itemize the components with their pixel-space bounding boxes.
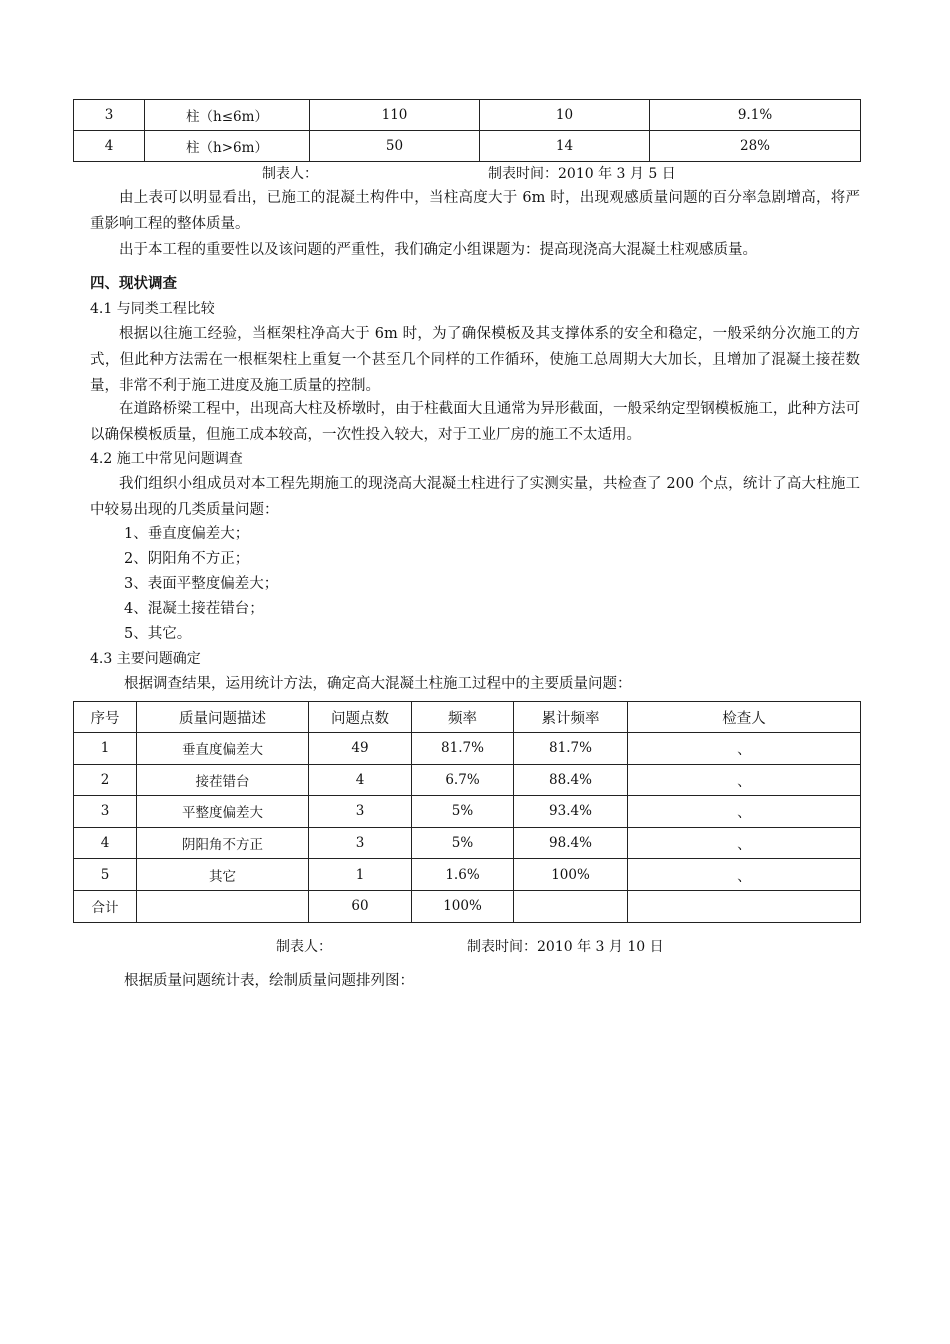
table2-cell: 、 [628, 859, 861, 891]
table2-cell [514, 890, 628, 922]
table2-cell: 1.6% [412, 859, 514, 891]
table2-cell: 垂直度偏差大 [137, 733, 309, 765]
table2-cell: 6.7% [412, 764, 514, 796]
table1-cell: 110 [310, 100, 480, 131]
table2-cell: 60 [309, 890, 412, 922]
table2-cell: 100% [412, 890, 514, 922]
table2-cell: 81.7% [514, 733, 628, 765]
table2-header-cell: 累计频率 [514, 702, 628, 733]
table2-cell: 合计 [74, 890, 137, 922]
table2-cell: 3 [74, 796, 137, 828]
table2-header-cell: 问题点数 [309, 702, 412, 733]
table1-date-label: 制表时间：2010 年 3 月 5 日 [488, 166, 676, 182]
table2-header-row [74, 702, 861, 733]
table2-maker-label: 制表人： [276, 939, 332, 955]
subsection-4-2-paragraph: 我们组织小组成员对本工程先期施工的现浇高大混凝土柱进行了实测实量，共检查了 200 个点，统计了高大柱施工中较易出现的几类质量问题： [90, 476, 860, 518]
table2-cell: 3 [309, 827, 412, 859]
table1-cell: 10 [480, 100, 650, 131]
table1-row [74, 100, 861, 131]
table2-cell: 、 [628, 827, 861, 859]
height-stats-table [73, 99, 861, 162]
table2-row [74, 859, 861, 891]
table2-header-cell: 质量问题描述 [137, 702, 309, 733]
table2-row [74, 796, 861, 828]
table2-row [74, 890, 861, 922]
list-item: 3、表面平整度偏差大； [124, 576, 279, 592]
table2-header-cell: 序号 [74, 702, 137, 733]
table2-cell [137, 890, 309, 922]
table1-cell: 3 [74, 100, 145, 131]
subsection-4-2-title: 4.2 施工中常见问题调查 [90, 451, 243, 467]
list-item: 1、垂直度偏差大； [124, 526, 250, 542]
table2-cell: 81.7% [412, 733, 514, 765]
table2-cell: 平整度偏差大 [137, 796, 309, 828]
table2-cell: 阴阳角不方正 [137, 827, 309, 859]
table2-cell: 4 [74, 827, 137, 859]
list-item: 5、其它。 [124, 626, 192, 642]
table2-cell: 4 [309, 764, 412, 796]
analysis-paragraph: 由上表可以明显看出，已施工的混凝土构件中，当柱高度大于 6m 时，出现观感质量问题的百分率急剧增高，将严重影响工程的整体质量。 [90, 190, 860, 232]
table2-cell: 5 [74, 859, 137, 891]
table2-date-label: 制表时间：2010 年 3 月 10 日 [467, 939, 664, 955]
table2-cell: 98.4% [514, 827, 628, 859]
table2-row [74, 764, 861, 796]
closing-paragraph: 根据质量问题统计表，绘制质量问题排列图： [124, 973, 414, 989]
table2-row [74, 733, 861, 765]
subsection-4-3-paragraph: 根据调查结果，运用统计方法，确定高大混凝土柱施工过程中的主要质量问题： [124, 676, 632, 692]
table2-cell: 93.4% [514, 796, 628, 828]
table2-cell: 1 [74, 733, 137, 765]
table2-header-cell: 检查人 [628, 702, 861, 733]
section-title: 四、现状调查 [90, 276, 177, 292]
table2-cell: 、 [628, 764, 861, 796]
table1-cell: 14 [480, 131, 650, 162]
table1-cell: 28% [650, 131, 861, 162]
table1-cell: 柱（h≤6m） [145, 100, 310, 131]
table2-cell: 88.4% [514, 764, 628, 796]
quality-problem-table [73, 701, 861, 923]
table1-row [74, 131, 861, 162]
subsection-4-3-title: 4.3 主要问题确定 [90, 651, 201, 667]
table2-cell: 49 [309, 733, 412, 765]
table1-cell: 4 [74, 131, 145, 162]
table2-cell: 接茬错台 [137, 764, 309, 796]
table2-cell: 1 [309, 859, 412, 891]
table2-row [74, 827, 861, 859]
table2-cell: 5% [412, 796, 514, 828]
table2-cell: 、 [628, 796, 861, 828]
subsection-4-1-title: 4.1 与同类工程比较 [90, 301, 215, 317]
table2-cell: 5% [412, 827, 514, 859]
table1-cell: 9.1% [650, 100, 861, 131]
topic-paragraph: 出于本工程的重要性以及该问题的严重性，我们确定小组课题为：提高现浇高大混凝土柱观感质量。 [119, 242, 757, 258]
table2-cell: 2 [74, 764, 137, 796]
table1-cell: 50 [310, 131, 480, 162]
table2-cell: 其它 [137, 859, 309, 891]
list-item: 4、混凝土接茬错台； [124, 601, 264, 617]
table1-cell: 柱（h>6m） [145, 131, 310, 162]
table2-cell [628, 890, 861, 922]
list-item: 2、阴阳角不方正； [124, 551, 250, 567]
table1-maker-label: 制表人： [262, 166, 318, 182]
subsection-4-1-paragraph-1: 根据以往施工经验，当框架柱净高大于 6m 时，为了确保模板及其支撑体系的安全和稳定，一般采纳分次施工的方式，但此种方法需在一根框架柱上重复一个甚至几个同样的工作循环，使施工总周期大大加长，且增加了混凝土接茬数量，非常不利于施工进度及施工质量的控制。 [90, 326, 860, 394]
table2-header-cell: 频率 [412, 702, 514, 733]
table2-cell: 3 [309, 796, 412, 828]
table2-cell: 、 [628, 733, 861, 765]
table2-cell: 100% [514, 859, 628, 891]
subsection-4-1-paragraph-2: 在道路桥梁工程中，出现高大柱及桥墩时，由于柱截面大且通常为异形截面，一般采纳定型钢模板施工，此种方法可以确保模板质量，但施工成本较高，一次性投入较大，对于工业厂房的施工不太适用。 [90, 401, 860, 443]
